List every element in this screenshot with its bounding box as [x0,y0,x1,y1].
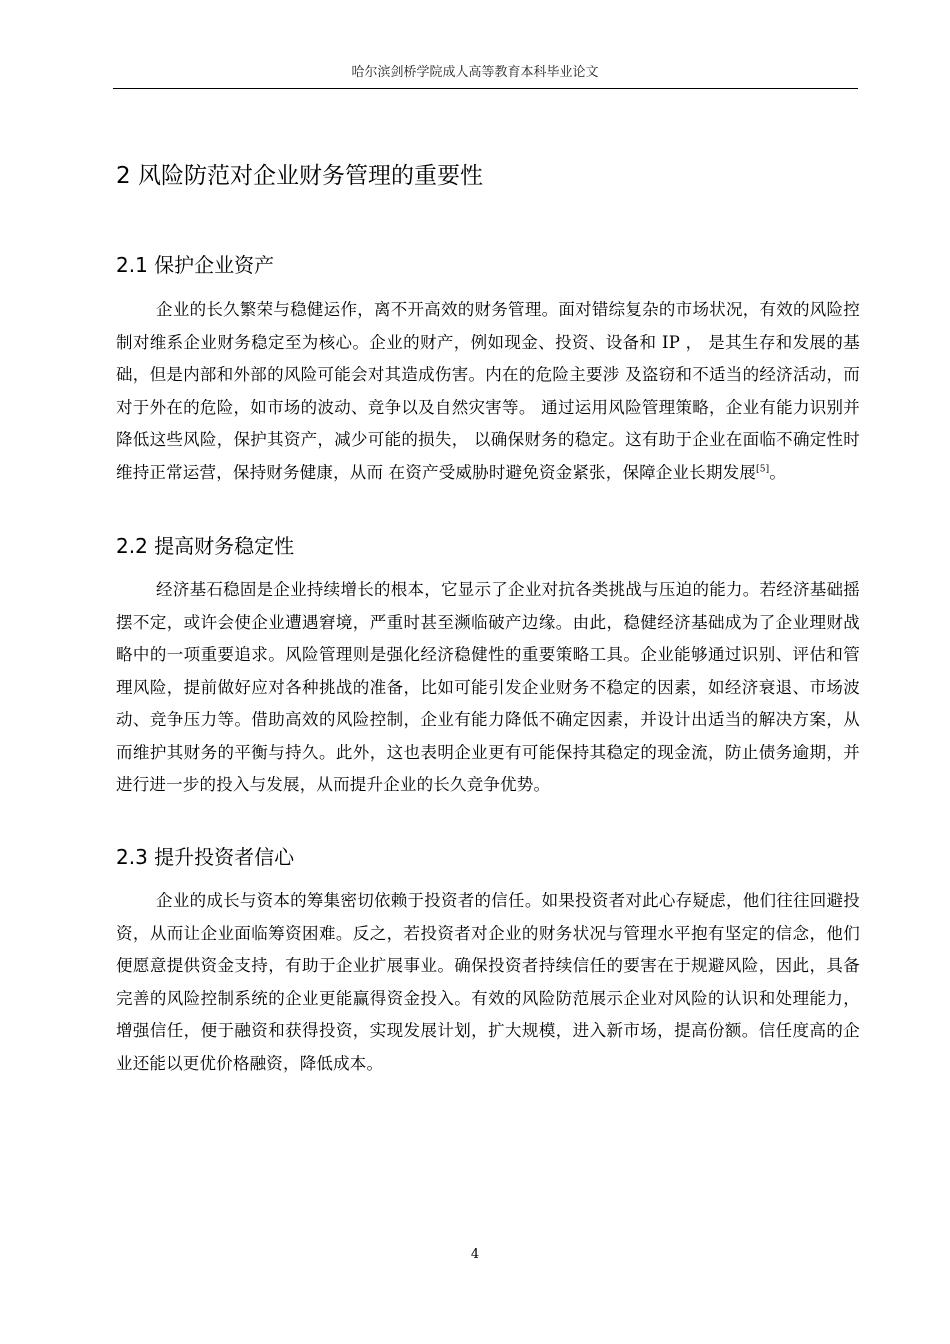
section-title-2-1: 2.1 保护企业资产 [116,253,275,277]
page-number: 4 [470,1247,480,1262]
chapter-title: 2 风险防范对企业财务管理的重要性 [116,163,483,189]
section-title-2-2: 2.2 提高财务稳定性 [116,534,295,558]
citation-marker: [5] [756,464,770,474]
header-divider [113,88,858,89]
section-2-3-paragraph [116,885,860,1080]
section-2-1-paragraph [116,294,860,489]
section-title-2-3: 2.3 提升投资者信心 [116,845,295,869]
section-2-3-text: 企业的成长与资本的筹集密切依赖于投资者的信任。如果投资者对此心存疑虑，他们往往回避投资，从而让企业面临筹资困难。反之，若投资者对企业的财务状况与管理水平抱有坚定的信念，他们便愿意提供资金支持，有助于企业扩展事业。确保投资者持续信任的要害在于规避风险，因此，具备完善的风险控制系统的企业更能赢得资金投入。有效的风险防范展示企业对风险的认识和处理能力，增强信任，便于融资和获得投资，实现发展计划，扩大规模，进入新市场，提高份额。信任度高的企业还能以更优价格融资，降低成本。 [116,891,860,1073]
page-header: 哈尔滨剑桥学院成人高等教育本科毕业论文 [351,65,599,80]
section-2-2-text: 经济基石稳固是企业持续增长的根本，它显示了企业对抗各类挑战与压迫的能力。若经济基础摇摆不定，或许会使企业遭遇窘境，严重时甚至濒临破产边缘。由此，稳健经济基础成为了企业理财战略中的一项重要追求。风险管理则是强化经济稳健性的重要策略工具。企业能够通过识别、评估和管理风险，提前做好应对各种挑战的准备，比如可能引发企业财务不稳定的因素，如经济衰退、市场波动、竞争压力等。借助高效的风险控制，企业有能力降低不确定因素，并设计出适当的解决方案，从而维护其财务的平衡与持久。此外，这也表明企业更有可能保持其稳定的现金流，防止债务逾期，并进行进一步的投入与发展，从而提升企业的长久竞争优势。 [116,580,860,794]
section-2-1-ending: 。 [769,462,787,482]
section-2-1-text: 企业的长久繁荣与稳健运作，离不开高效的财务管理。面对错综复杂的市场状况，有效的风险控制对维系企业财务稳定至为核心。企业的财产，例如现金、投资、设备和 IP ， 是其生存和发展的基础，但是内部和外部的风险可能会对其造成伤害。内在的危险主要涉 及盗窃和不适当的经济活动，而对于外在的危险，如市场的波动、竞争以及自然灾害等。 通过运用风险管理策略，企业有能力识别并降低这些风险，保护其资产，减少可能的损失， 以确保财务的稳定。这有助于企业在面临不确定性时维持正常运营，保持财务健康，从而 在资产受威胁时避免资金紧张，保障企业长期发展 [116,300,860,482]
section-2-2-paragraph [116,574,860,802]
